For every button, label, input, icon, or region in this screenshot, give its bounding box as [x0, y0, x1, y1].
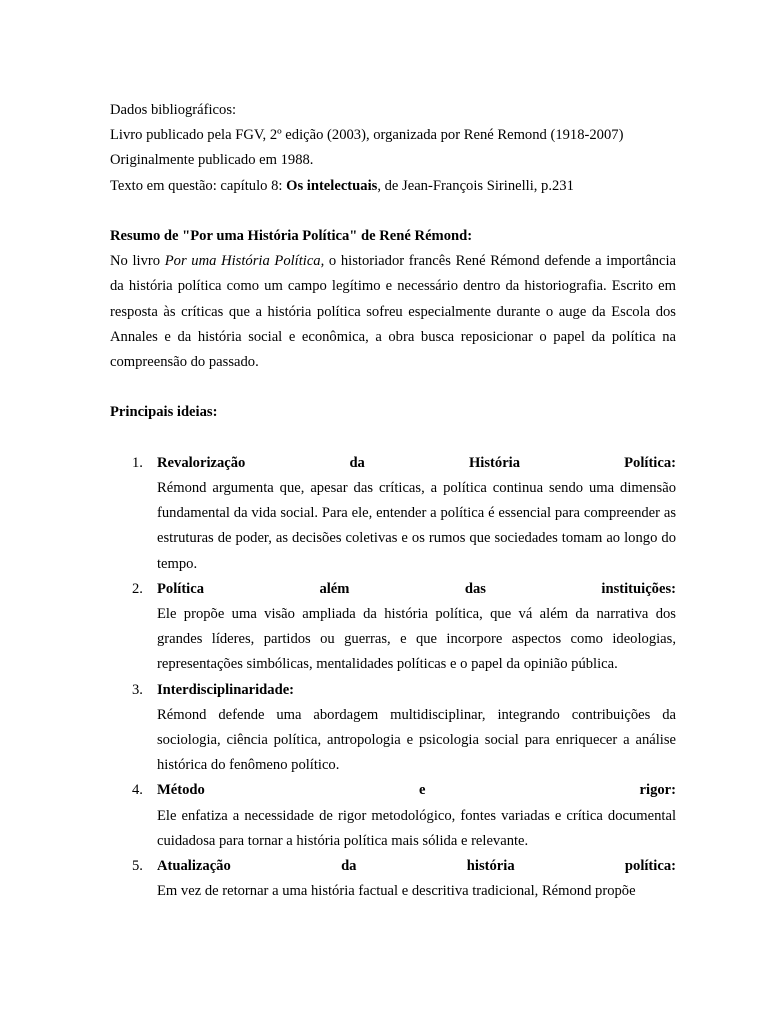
list-item [110, 451, 676, 577]
document-content [110, 98, 676, 904]
list-item [110, 778, 676, 854]
item-text: Em vez de retornar a uma história factual e descritiva tradicional, Rémond propõe [157, 883, 636, 900]
ideas-heading-text: Principais ideias: [110, 404, 218, 421]
item-text: Ele enfatiza a necessidade de rigor metodológico, fontes variadas e crítica documental cuidadosa para tornar a história política mais sólida e relevante. [157, 807, 676, 849]
list-item [110, 577, 676, 678]
summary-paragraph [110, 249, 676, 375]
item-number: 4. [132, 782, 143, 799]
list-item [110, 678, 676, 779]
biblio-line-original: Originalmente publicado em 1988. [110, 152, 314, 169]
biblio-line-chapter [110, 174, 676, 199]
chapter-title: Os intelectuais [286, 177, 378, 194]
item-number: 3. [132, 681, 143, 698]
chapter-prefix: Texto em questão: capítulo 8: [110, 177, 287, 194]
item-title: Interdisciplinaridade: [157, 681, 295, 698]
list-item [110, 854, 676, 904]
item-text: Rémond defende uma abordagem multidisciplinar, integrando contribuições da sociologia, ciência política, antropologia e psicologia social para enriquecer a análise histórica do fenômeno político. [157, 706, 676, 774]
item-title: Revalorização da História Política: [157, 454, 676, 471]
ideas-list [110, 451, 676, 905]
item-text: Ele propõe uma visão ampliada da história política, que vá além da narrativa dos grandes líderes, partidos ou guerras, e que incorpore aspectos como ideologias, representações simbólicas, mentalidades políticas e o papel da opinião pública. [157, 606, 676, 673]
item-title: Atualização da história política: [157, 858, 676, 875]
biblio-heading: Dados bibliográficos: [110, 102, 237, 118]
spacer [110, 375, 676, 400]
book-title: Por uma História Política, [164, 253, 325, 270]
summary-heading-text: Resumo de "Por uma História Política" de René Rémond: [110, 228, 473, 244]
summary-text: o historiador francês René Rémond defende a importância da história política como um campo legítimo e necessário dentro da historiografia. Escrito em resposta às críticas que a história política sofreu especialmente durante o auge da Escola dos Annales e da história social e econômica, a obra busca reposicionar o papel da política na compreensão do passado. [110, 253, 677, 371]
item-number: 1. [132, 454, 143, 471]
item-number: 5. [132, 858, 143, 875]
biblio-line-publication: Livro publicado pela FGV, 2º edição (2003), organizada por René Remond (1918-2007) [110, 127, 624, 144]
summary-prefix: No livro [110, 253, 165, 270]
item-number: 2. [132, 580, 143, 597]
item-text: Rémond argumenta que, apesar das críticas, a política continua sendo uma dimensão fundamental da vida social. Para ele, entender a política é essencial para compreender as estruturas de poder, as decisões coletivas e os rumos que sociedades tomam ao longo do tempo. [157, 480, 676, 572]
spacer [110, 199, 676, 224]
summary-heading [110, 224, 676, 249]
item-title: Política além das instituições: [157, 580, 676, 597]
chapter-suffix: , de Jean-François Sirinelli, p.231 [377, 177, 574, 194]
item-title: Método e rigor: [157, 782, 676, 799]
ideas-heading [110, 400, 676, 425]
